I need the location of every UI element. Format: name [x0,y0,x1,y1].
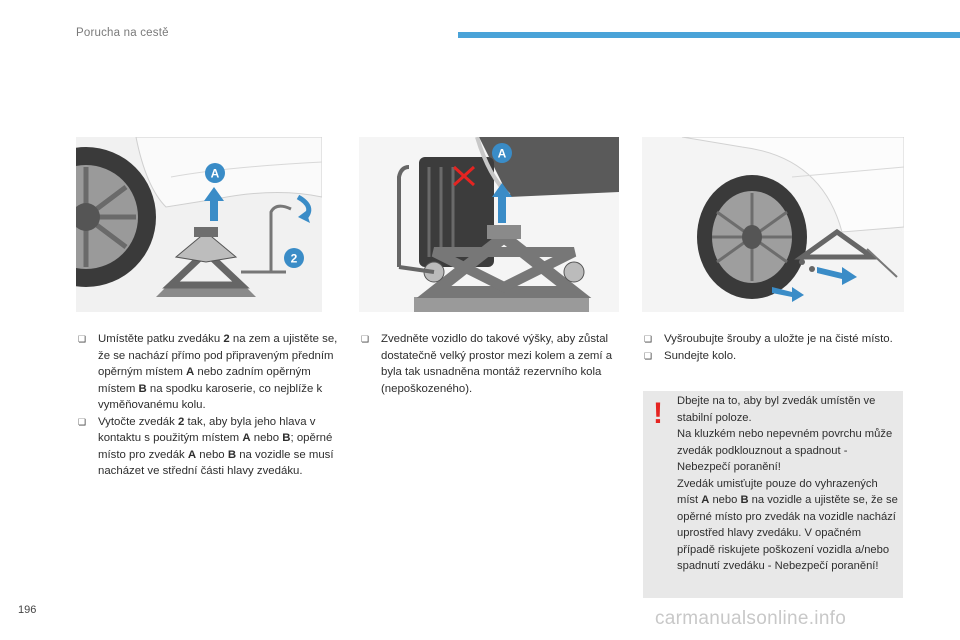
jack-lift-illustration [359,137,619,312]
text-part: nebo [196,448,228,461]
page-number: 196 [18,604,37,616]
checkbox-bullet-icon: ❏ [78,416,87,427]
instruction-text: Zvedněte vozidlo do takové výšky, aby zůstal dostatečně velký prostor mezi kolem a zemí a byla tak usnadněna montáž rezervního kola (nepoškozeného). [381,333,613,395]
instructions-column-1 [76,331,342,480]
text-part-bold: A [242,432,251,444]
text-part: Vytočte zvedák [98,415,178,428]
checkbox-bullet-icon: ❏ [361,334,370,344]
figure-jack-lift [359,137,619,312]
instruction-item [642,348,904,365]
text-part-bold: A [185,366,195,378]
checkbox-bullet-icon: ❏ [644,350,653,361]
figure-jack-placement [76,137,322,312]
warning-text [677,393,899,575]
text-part: Zvedák umisťujte pouze do vyhrazených míst [677,477,878,506]
watermark: carmanualsonline.info [655,608,847,629]
figure-label-a: A [497,146,507,161]
wheel-removal-illustration [642,137,904,312]
instruction-item [76,414,342,480]
figure-wheel-removal [642,137,904,312]
text-part-bold: A [187,448,197,461]
text-part: nebo [250,432,283,444]
header-accent-bar [458,32,960,38]
instruction-item [76,331,342,414]
figure-label-2: 2 [290,251,298,266]
text-part: tak, aby byla jeho hlava v kontaktu s použitým místem [98,415,316,444]
instruction-item [642,331,904,348]
warning-line: Dbejte na to, aby byl zvedák umístěn ve stabilní poloze. [677,395,876,424]
section-title: Porucha na cestě [76,27,169,39]
text-part: ; opěrné místo pro zvedák [98,432,333,461]
text-part-bold: A [701,494,710,506]
text-part-bold: B [740,494,749,506]
text-part: Umístěte patku zvedáku [98,333,224,345]
figure-label-a: A [210,166,220,181]
text-part: na vozidle se musí nacházet ve střední části hlavy zvedáku. [98,448,334,477]
checkbox-bullet-icon: ❏ [644,334,653,344]
text-part: nebo zadním opěrným místem [98,366,311,395]
text-part-bold: B [282,432,291,444]
text-part-bold: 2 [177,415,185,428]
checkbox-bullet-icon: ❏ [78,334,87,344]
jack-placement-illustration [76,137,322,312]
instruction-text: Vyšroubujte šrouby a uložte je na čisté místo. [664,333,893,345]
text-part: nebo [709,494,741,506]
instruction-item [359,331,629,397]
text-part-bold: B [138,382,147,395]
exclamation-icon: ! [653,397,663,430]
text-part-bold: B [227,448,237,461]
text-part: na vozidle a ujistěte se, že se opěrné místo pro zvedák na vozidle nachází uprostřed hlavy zvedáku. V opačném případě riskujete poškození vozidla a/nebo spadnutí zvedáku - Nebezpečí poranění! [677,494,898,572]
instruction-text: Sundejte kolo. [664,349,737,362]
instructions-column-2 [359,331,629,397]
text-part: na zem a ujistěte se, že se nachází přímo pod připraveným předním opěrným místem [98,333,338,378]
text-part: na spodku karoserie, co nejblíže k vyměňovanému kolu. [98,382,323,411]
warning-box [643,391,903,598]
warning-line: Na kluzkém nebo nepevném povrchu může zvedák podklouznout a spadnout - Nebezpečí poranění! [677,428,893,473]
text-part-bold: 2 [223,333,230,345]
instructions-column-3 [642,331,904,364]
